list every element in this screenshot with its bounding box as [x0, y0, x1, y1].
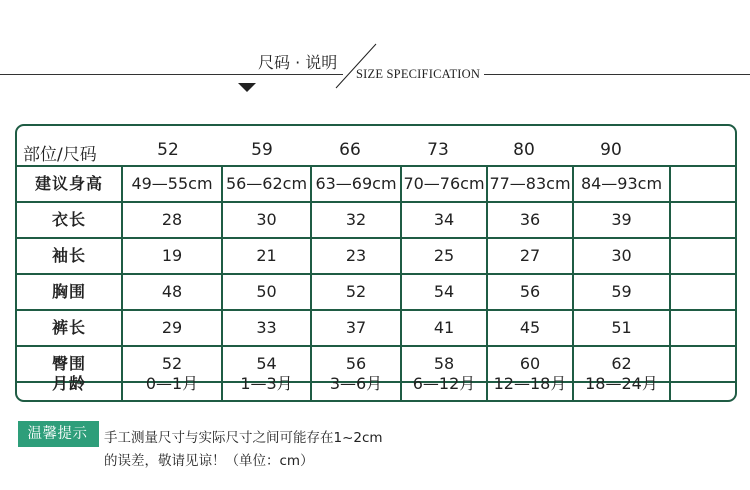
- table-cell: 51: [611, 318, 632, 337]
- table-cell: 50: [256, 282, 277, 301]
- table-cell: 36: [519, 210, 541, 229]
- table-cell: 30: [256, 210, 277, 229]
- table-cell: 52: [161, 354, 183, 373]
- tip-badge-stripe: [97, 421, 99, 447]
- table-cell: 56: [345, 354, 367, 373]
- table-cell: 60: [519, 354, 541, 373]
- row-label: 建议身高: [34, 174, 103, 193]
- size-header: 73: [427, 140, 449, 160]
- table-cell: 3—6月: [329, 374, 383, 393]
- table-row: [17, 311, 735, 347]
- table-cell: 56: [519, 282, 541, 301]
- size-header: 59: [251, 140, 273, 160]
- size-header-row: [17, 126, 735, 167]
- table-cell: 70—76cm: [403, 174, 485, 193]
- table-row: [17, 367, 735, 401]
- size-header: 80: [513, 140, 535, 160]
- header-down-triangle-icon: [238, 83, 256, 92]
- row-label: 裤长: [51, 318, 86, 337]
- table-cell: 34: [433, 210, 455, 229]
- size-header: 52: [157, 140, 179, 160]
- table-cell: 54: [256, 354, 277, 373]
- corner-label: 部位/尺码: [23, 145, 97, 165]
- table-cell: 49—55cm: [131, 174, 213, 193]
- table-cell: 18—24月: [585, 374, 658, 393]
- table-cell: 39: [611, 210, 632, 229]
- row-label: 胸围: [51, 282, 86, 301]
- table-cell: 23: [345, 246, 367, 265]
- header-title-en: SIZE SPECIFICATION: [356, 67, 481, 81]
- table-cell: 54: [433, 282, 455, 301]
- table-cell: 45: [519, 318, 541, 337]
- row-label: 月龄: [51, 374, 86, 393]
- size-header: 90: [600, 140, 622, 160]
- row-label: 臀围: [51, 354, 86, 373]
- tip-badge: 温馨提示: [18, 421, 97, 447]
- table-cell: 62: [611, 354, 632, 373]
- table-cell: 33: [256, 318, 277, 337]
- header-slash: [330, 40, 380, 90]
- table-cell: 21: [256, 246, 277, 265]
- table-cell: 52: [345, 282, 367, 301]
- row-label: 衣长: [51, 210, 86, 229]
- table-cell: 30: [611, 246, 632, 265]
- size-table: [15, 124, 737, 402]
- tip-text-line2: 的误差，敬请见谅！（单位：cm）: [104, 453, 314, 469]
- header-title-cn: 尺码 · 说明: [258, 53, 338, 72]
- table-cell: 25: [433, 246, 455, 265]
- table-cell: 1—3月: [240, 374, 293, 393]
- table-cell: 56—62cm: [225, 174, 308, 193]
- table-cell: 6—12月: [412, 374, 476, 393]
- table-cell: 84—93cm: [580, 174, 663, 193]
- table-cell: 63—69cm: [315, 174, 397, 193]
- table-cell: 29: [161, 318, 183, 337]
- size-header: 66: [339, 140, 361, 160]
- tip-text-line1: 手工测量尺寸与实际尺寸之间可能存在1~2cm: [104, 430, 383, 446]
- table-cell: 27: [519, 246, 541, 265]
- table-row: [17, 203, 735, 239]
- table-cell: 32: [345, 210, 367, 229]
- table-row: [17, 167, 735, 203]
- table-cell: 19: [161, 246, 183, 265]
- table-cell: 41: [433, 318, 455, 337]
- table-cell: 59: [611, 282, 632, 301]
- table-cell: 77—83cm: [489, 174, 571, 193]
- table-row: [17, 275, 735, 311]
- table-cell: 37: [345, 318, 367, 337]
- row-label: 袖长: [51, 246, 86, 265]
- table-cell: 12—18月: [493, 374, 567, 393]
- table-cell: 58: [433, 354, 455, 373]
- header-rule-right: [484, 74, 750, 75]
- table-row: [17, 239, 735, 275]
- header-rule-left: [0, 74, 343, 75]
- table-cell: 28: [161, 210, 183, 229]
- table-cell: 48: [161, 282, 183, 301]
- table-cell: 0—1月: [145, 374, 199, 393]
